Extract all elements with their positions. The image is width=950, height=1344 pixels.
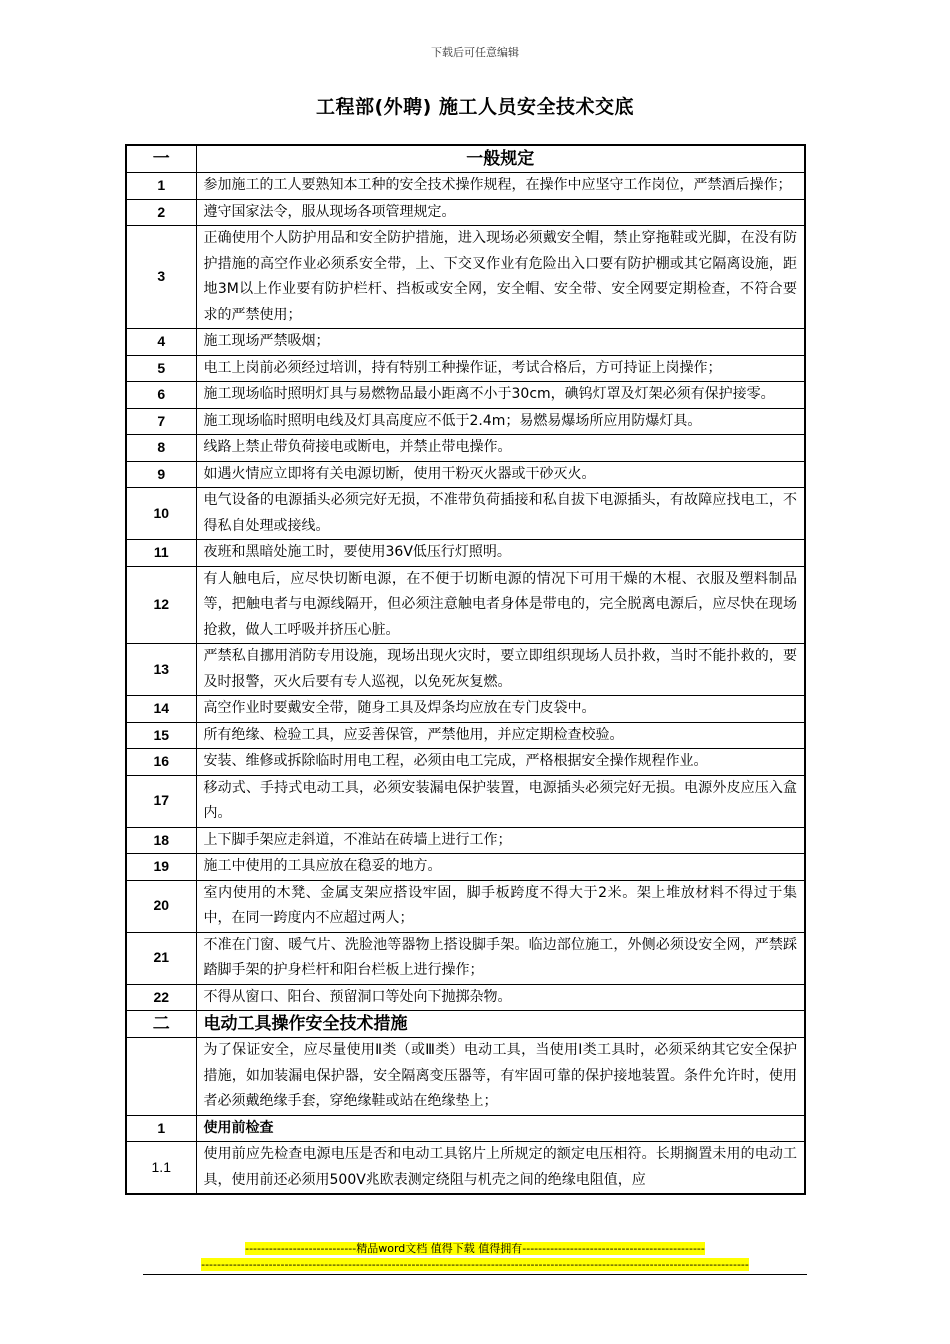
rule-text: 不得从窗口、阳台、预留洞口等处向下抛掷杂物。	[196, 984, 805, 1011]
rule-row	[126, 749, 805, 776]
rule-number: 1	[126, 173, 196, 200]
rule-text: 施工中使用的工具应放在稳妥的地方。	[196, 854, 805, 881]
rule-text: 电工上岗前必须经过培训，持有特别工种操作证，考试合格后，方可持证上岗操作；	[196, 355, 805, 382]
rule-text: 电气设备的电源插头必须完好无损，不准带负荷插接和私自拔下电源插头，有故障应找电工，不得私自处理或接线。	[196, 488, 805, 540]
rule-row	[126, 540, 805, 567]
rule-number: 6	[126, 382, 196, 409]
rule-text: 安装、维修或拆除临时用电工程，必须由电工完成，严格根据安全操作规程作业。	[196, 749, 805, 776]
intro-number	[126, 1038, 196, 1116]
rule-row	[126, 329, 805, 356]
rule-number: 21	[126, 932, 196, 984]
rule-number: 4	[126, 329, 196, 356]
rule-row	[126, 226, 805, 329]
rule-text: 不准在门窗、暖气片、洗脸池等器物上搭设脚手架。临边部位施工，外侧必须设安全网，严禁踩踏脚手架的护身栏杆和阳台栏板上进行操作；	[196, 932, 805, 984]
rule-text: 夜班和黑暗处施工时，要使用36V低压行灯照明。	[196, 540, 805, 567]
rule-text: 参加施工的工人要熟知本工种的安全技术操作规程，在操作中应坚守工作岗位，严禁酒后操作；	[196, 173, 805, 200]
rule-text: 施工现场严禁吸烟；	[196, 329, 805, 356]
section-intro-row	[126, 1038, 805, 1116]
rule-row	[126, 696, 805, 723]
rule-row	[126, 461, 805, 488]
rule-row	[126, 827, 805, 854]
rule-number: 15	[126, 722, 196, 749]
rule-number: 11	[126, 540, 196, 567]
rule-row	[126, 854, 805, 881]
rule-text: 有人触电后，应尽快切断电源，在不便于切断电源的情况下可用干燥的木棍、衣服及塑料制品等，把触电者与电源线隔开，但必须注意触电者身体是带电的，完全脱离电源后，应尽快在现场抢救，做人工呼吸并挤压心脏。	[196, 566, 805, 644]
rule-row	[126, 355, 805, 382]
section-title: 电动工具操作安全技术措施	[196, 1011, 805, 1038]
rule-number: 19	[126, 854, 196, 881]
page-content-area	[124, 144, 808, 1226]
footer-divider	[143, 1274, 807, 1275]
footer-banner-text: ----------------------------精品word文档 值得下载 值得拥有----------------------------------------------	[245, 1242, 705, 1255]
rule-text: 如遇火情应立即将有关电源切断，使用干粉灭火器或干砂灭火。	[196, 461, 805, 488]
rule-row	[126, 435, 805, 462]
rule-number: 22	[126, 984, 196, 1011]
rule-text: 遵守国家法令，服从现场各项管理规定。	[196, 199, 805, 226]
rule-row	[126, 644, 805, 696]
rule-number: 13	[126, 644, 196, 696]
rule-row	[126, 566, 805, 644]
footer-dashes-text: ------------------------------------------------------------------------------------------------------------------------------------------	[201, 1258, 749, 1271]
rule-text: 正确使用个人防护用品和安全防护措施，进入现场必须戴安全帽，禁止穿拖鞋或光脚，在没有防护措施的高空作业必须系安全带，上、下交叉作业有危险出入口要有防护棚或其它隔离设施，距地3M以上作业要有防护栏杆、挡板或安全网，安全帽、安全带、安全网要定期检查，不符合要求的严禁使用；	[196, 226, 805, 329]
safety-rules-body	[126, 145, 805, 1194]
rule-number: 16	[126, 749, 196, 776]
rule-row	[126, 408, 805, 435]
rule-row	[126, 775, 805, 827]
section-number: 一	[126, 145, 196, 173]
subsection-header	[126, 1115, 805, 1142]
rule-number: 9	[126, 461, 196, 488]
rule-row	[126, 1142, 805, 1195]
rule-text: 所有绝缘、检验工具，应妥善保管，严禁他用，并应定期检查校验。	[196, 722, 805, 749]
rule-text: 高空作业时要戴安全带，随身工具及焊条均应放在专门皮袋中。	[196, 696, 805, 723]
rule-number: 18	[126, 827, 196, 854]
rule-row	[126, 199, 805, 226]
rule-number: 1.1	[126, 1142, 196, 1195]
section-number: 二	[126, 1011, 196, 1038]
rule-text: 线路上禁止带负荷接电或断电，并禁止带电操作。	[196, 435, 805, 462]
rule-text: 严禁私自挪用消防专用设施，现场出现火灾时，要立即组织现场人员扑救，当时不能扑救的，要及时报警，灭火后要有专人巡视，以免死灰复燃。	[196, 644, 805, 696]
rule-number: 5	[126, 355, 196, 382]
rule-text: 上下脚手架应走斜道，不准站在砖墙上进行工作；	[196, 827, 805, 854]
rule-number: 14	[126, 696, 196, 723]
rule-text: 使用前应先检查电源电压是否和电动工具铭片上所规定的额定电压相符。长期搁置未用的电动工具，使用前还必须用500V兆欧表测定绕阻与机壳之间的绝缘电阻值，应	[196, 1142, 805, 1195]
section-header	[126, 1011, 805, 1038]
rule-text: 施工现场临时照明灯具与易燃物品最小距离不小于30cm，碘钨灯罩及灯架必须有保护接零。	[196, 382, 805, 409]
subsection-number: 1	[126, 1115, 196, 1142]
footer-dashes	[0, 1258, 950, 1271]
section-intro-text: 为了保证安全，应尽量使用Ⅱ类（或Ⅲ类）电动工具，当使用Ⅰ类工具时，必须采纳其它安全保护措施，如加装漏电保护器，安全隔离变压器等，有牢固可靠的保护接地装置。条件允许时，使用者必须戴绝缘手套，穿绝缘鞋或站在绝缘垫上；	[196, 1038, 805, 1116]
section-header	[126, 145, 805, 173]
header-note: 下载后可任意编辑	[431, 46, 519, 59]
rule-row	[126, 722, 805, 749]
rule-number: 2	[126, 199, 196, 226]
rule-row	[126, 984, 805, 1011]
rule-text: 室内使用的木凳、金属支架应搭设牢固，脚手板跨度不得大于2米。架上堆放材料不得过于集中，在同一跨度内不应超过两人；	[196, 880, 805, 932]
rule-row	[126, 488, 805, 540]
rule-row	[126, 880, 805, 932]
subsection-title: 使用前检查	[196, 1115, 805, 1142]
rule-row	[126, 382, 805, 409]
rule-number: 8	[126, 435, 196, 462]
section-title: 一般规定	[196, 145, 805, 173]
rule-text: 移动式、手持式电动工具，必须安装漏电保护装置，电源插头必须完好无损。电源外皮应压入盒内。	[196, 775, 805, 827]
rule-number: 20	[126, 880, 196, 932]
footer-banner	[0, 1240, 950, 1256]
document-title: 工程部(外聘) 施工人员安全技术交底	[316, 96, 634, 118]
rule-number: 3	[126, 226, 196, 329]
rule-text: 施工现场临时照明电线及灯具高度应不低于2.4m；易燃易爆场所应用防爆灯具。	[196, 408, 805, 435]
rule-number: 17	[126, 775, 196, 827]
rule-number: 7	[126, 408, 196, 435]
rule-number: 10	[126, 488, 196, 540]
rule-row	[126, 932, 805, 984]
safety-rules-table	[125, 144, 806, 1195]
rule-row	[126, 173, 805, 200]
rule-number: 12	[126, 566, 196, 644]
